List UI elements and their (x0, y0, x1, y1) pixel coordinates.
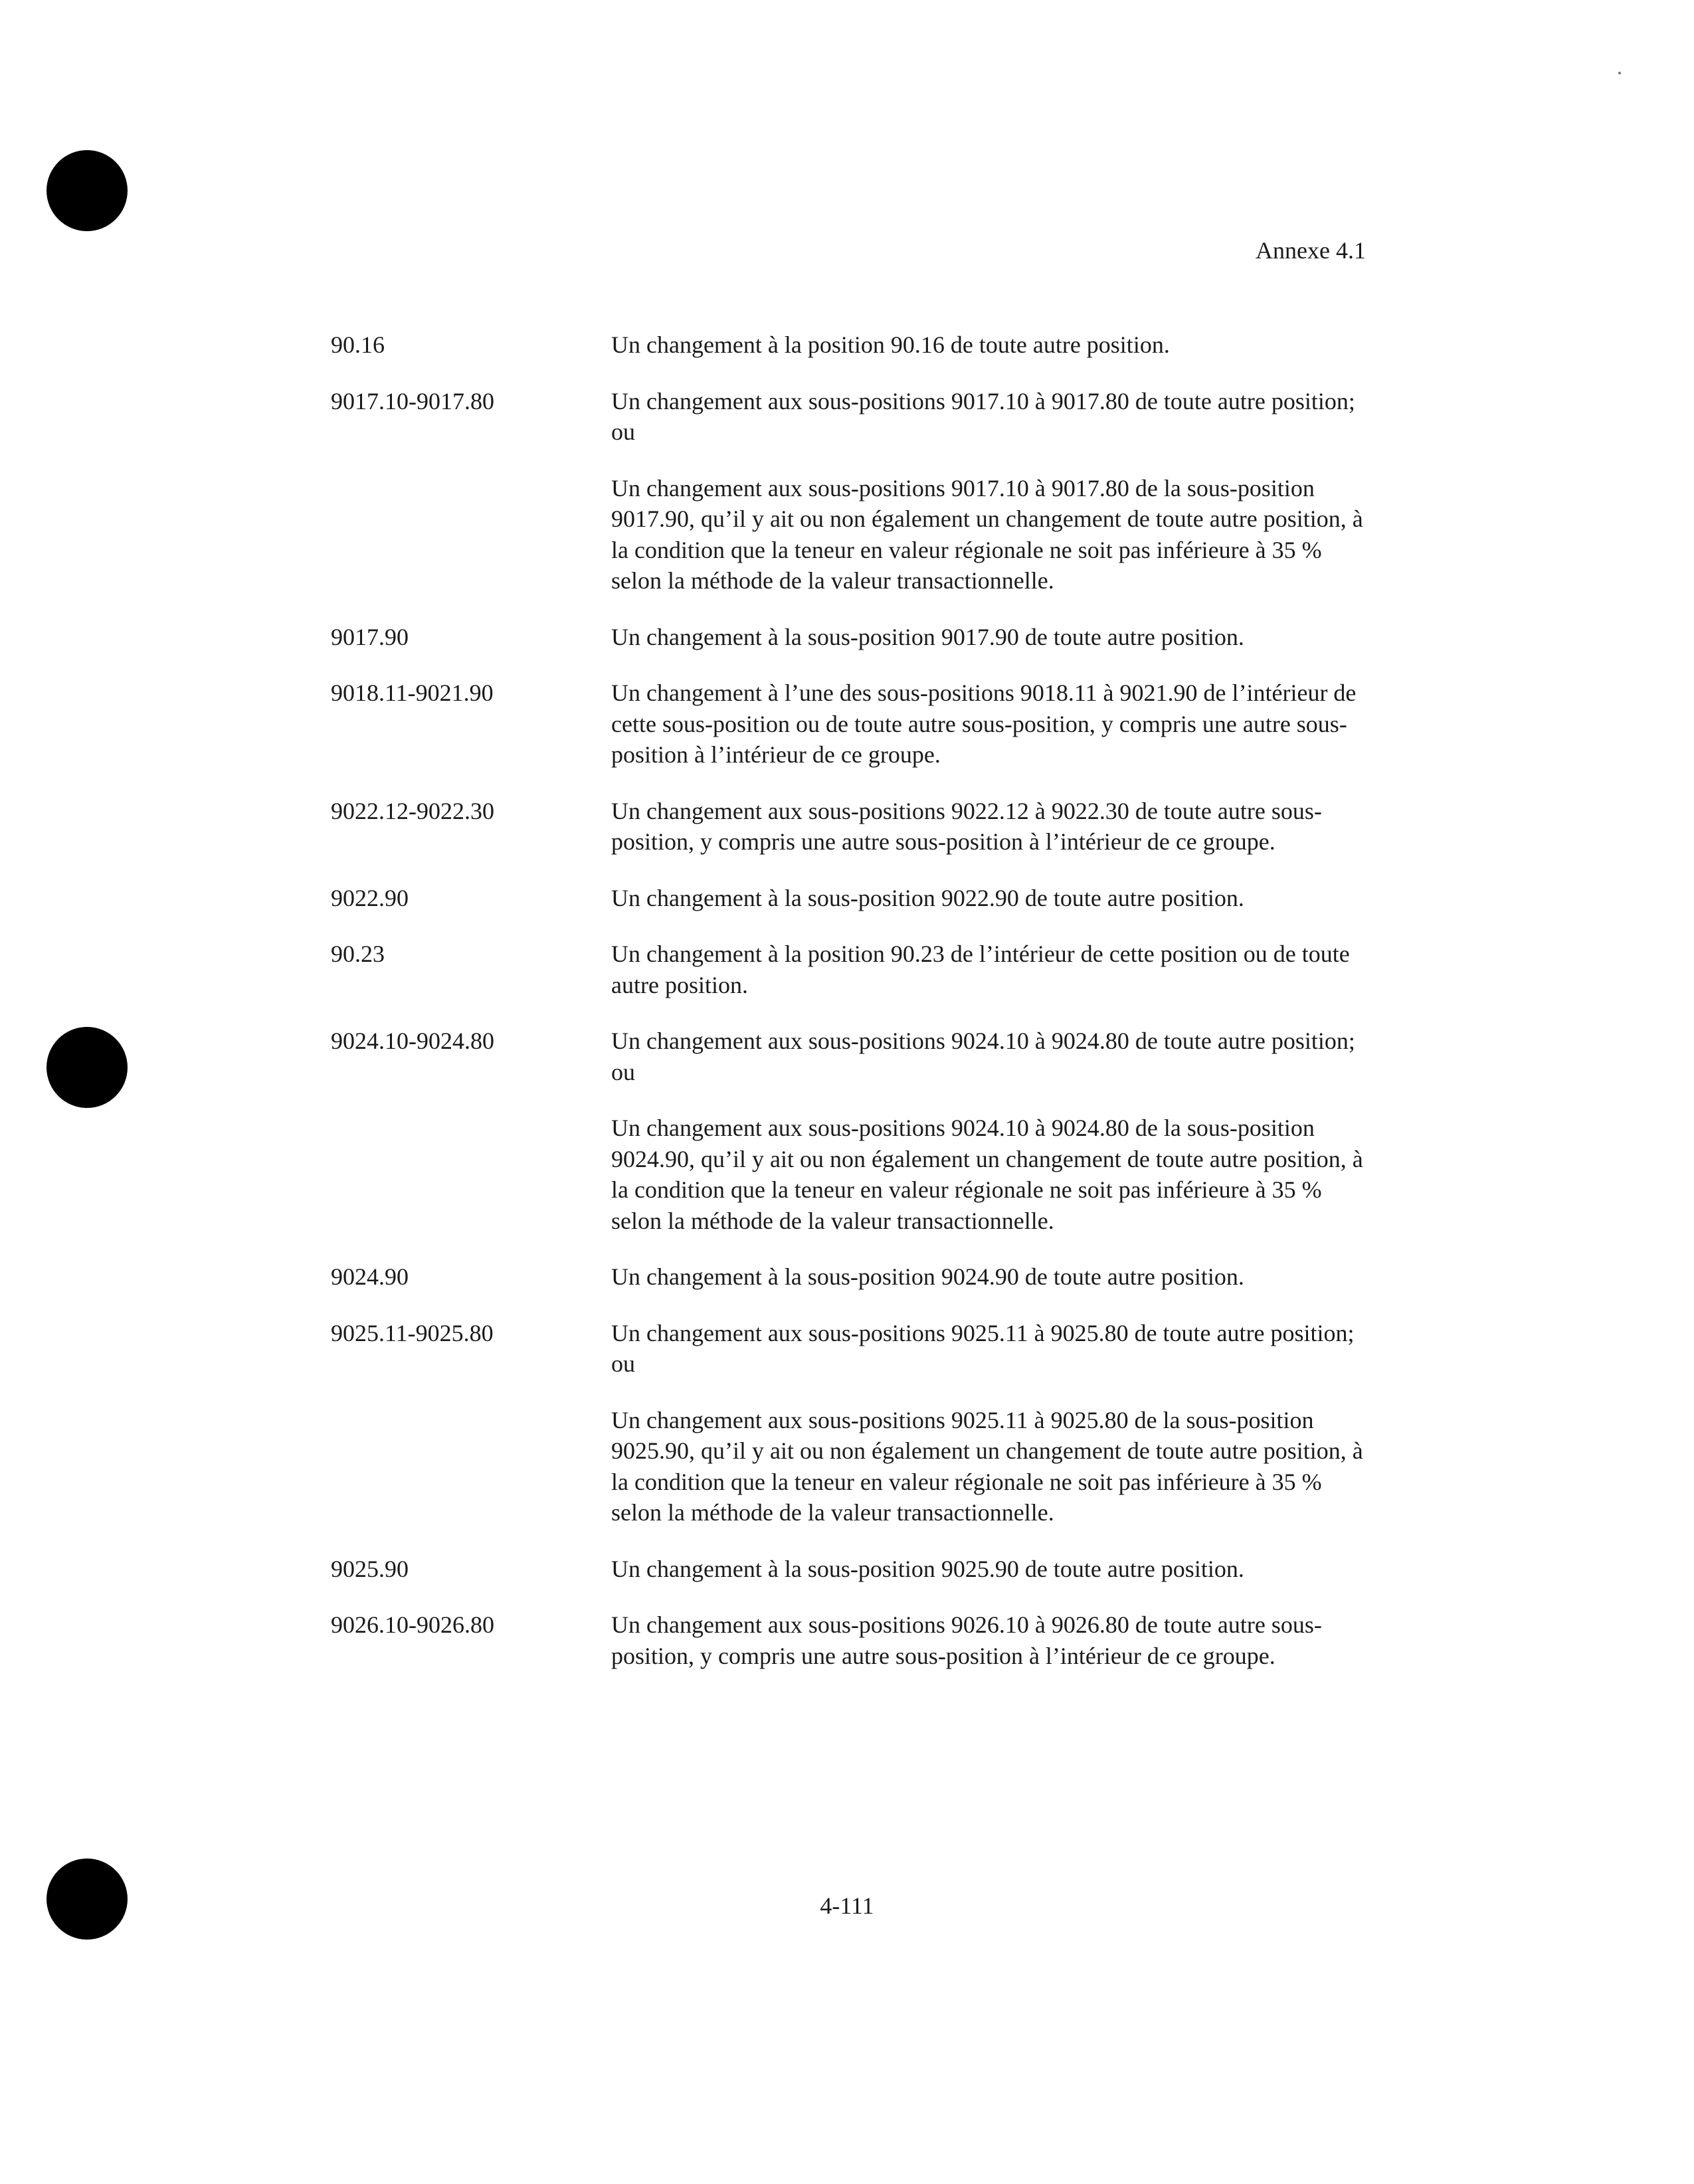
rule-paragraph: Un changement aux sous-positions 9026.10 à 9026.80 de toute autre sous-position, y compris une autre sous-position à l’intérieur de ce groupe. (611, 1611, 1322, 1669)
rule-row (331, 796, 1380, 858)
rule-description (611, 1554, 1375, 1585)
rule-paragraph: Un changement aux sous-positions 9024.10 à 9024.80 de toute autre position; ou (611, 1028, 1355, 1085)
scan-speck (1618, 72, 1621, 74)
rule-row (331, 622, 1380, 653)
rule-description (611, 883, 1375, 914)
tariff-code: 9017.90 (331, 623, 409, 650)
tariff-code: 9024.90 (331, 1263, 409, 1290)
punch-hole (47, 1027, 128, 1108)
rule-description (611, 386, 1375, 596)
tariff-code: 90.23 (331, 941, 385, 967)
tariff-code: 9025.11-9025.80 (331, 1319, 494, 1346)
rule-paragraph: Un changement à la sous-position 9022.90 de toute autre position. (611, 884, 1244, 911)
tariff-code: 90.16 (331, 331, 385, 358)
rule-description (611, 1261, 1375, 1293)
rule-paragraph: Un changement aux sous-positions 9017.10 à 9017.80 de toute autre position; ou (611, 387, 1355, 445)
rule-description (611, 1609, 1375, 1671)
rule-description (611, 622, 1375, 653)
rule-description (611, 796, 1375, 858)
rule-description (611, 1026, 1375, 1236)
tariff-code: 9018.11-9021.90 (331, 680, 494, 706)
rule-row (331, 678, 1380, 771)
rule-paragraph: Un changement aux sous-positions 9022.12 à 9022.30 de toute autre sous-position, y compris une autre sous-position à l’intérieur de ce groupe. (611, 797, 1322, 855)
rule-paragraph: Un changement à la sous-position 9025.90 de toute autre position. (611, 1555, 1244, 1582)
rule-paragraph: Un changement à la position 90.23 de l’intérieur de cette position ou de toute autre position. (611, 941, 1350, 998)
rule-row (331, 1261, 1380, 1293)
tariff-code: 9017.10-9017.80 (331, 387, 494, 414)
annex-label: Annexe 4.1 (1256, 237, 1366, 264)
rule-paragraph: Un changement à la sous-position 9017.90 de toute autre position. (611, 623, 1244, 650)
rule-description (611, 1318, 1375, 1528)
tariff-code: 9026.10-9026.80 (331, 1611, 494, 1638)
rule-row (331, 386, 1380, 596)
rule-paragraph: Un changement à l’une des sous-positions 9018.11 à 9021.90 de l’intérieur de cette sous-position ou de toute autre sous-position, y compris une autre sous-position à l’intérieur de ce groupe. (611, 680, 1357, 768)
tariff-code: 9022.12-9022.30 (331, 797, 494, 824)
rule-row (331, 1026, 1380, 1236)
rule-description (611, 678, 1375, 771)
rule-paragraph: Un changement aux sous-positions 9025.11 à 9025.80 de la sous-position 9025.90, qu’il y ait ou non également un changement de toute autre position, à la condition que la teneur en valeur régionale ne soit pas inférieure à 35 % selon la méthode de la valeur transactionnelle. (611, 1406, 1363, 1526)
tariff-code: 9024.10-9024.80 (331, 1028, 494, 1054)
rule-paragraph: Un changement aux sous-positions 9017.10 à 9017.80 de la sous-position 9017.90, qu’il y ait ou non également un changement de toute autre position, à la condition que la teneur en valeur régionale ne soit pas inférieure à 35 % selon la méthode de la valeur transactionnelle. (611, 474, 1363, 594)
rule-row (331, 1318, 1380, 1528)
rule-row (331, 1554, 1380, 1585)
rule-row (331, 329, 1380, 361)
rule-paragraph: Un changement à la sous-position 9024.90 de toute autre position. (611, 1263, 1244, 1290)
rule-description (611, 939, 1375, 1000)
punch-hole (47, 150, 128, 231)
rule-row (331, 883, 1380, 914)
page-number: 4-111 (820, 1892, 874, 1919)
rule-paragraph: Un changement aux sous-positions 9025.11 à 9025.80 de toute autre position; ou (611, 1319, 1355, 1377)
tariff-code: 9025.90 (331, 1555, 409, 1582)
rule-row (331, 939, 1380, 1000)
rule-description (611, 329, 1375, 361)
rule-paragraph: Un changement aux sous-positions 9024.10 à 9024.80 de la sous-position 9024.90, qu’il y ait ou non également un changement de toute autre position, à la condition que la teneur en valeur régionale ne soit pas inférieure à 35 % selon la méthode de la valeur transactionnelle. (611, 1115, 1363, 1234)
rule-paragraph: Un changement à la position 90.16 de toute autre position. (611, 331, 1170, 358)
rules-table (331, 329, 1380, 1696)
tariff-code: 9022.90 (331, 884, 409, 911)
rule-row (331, 1609, 1380, 1671)
